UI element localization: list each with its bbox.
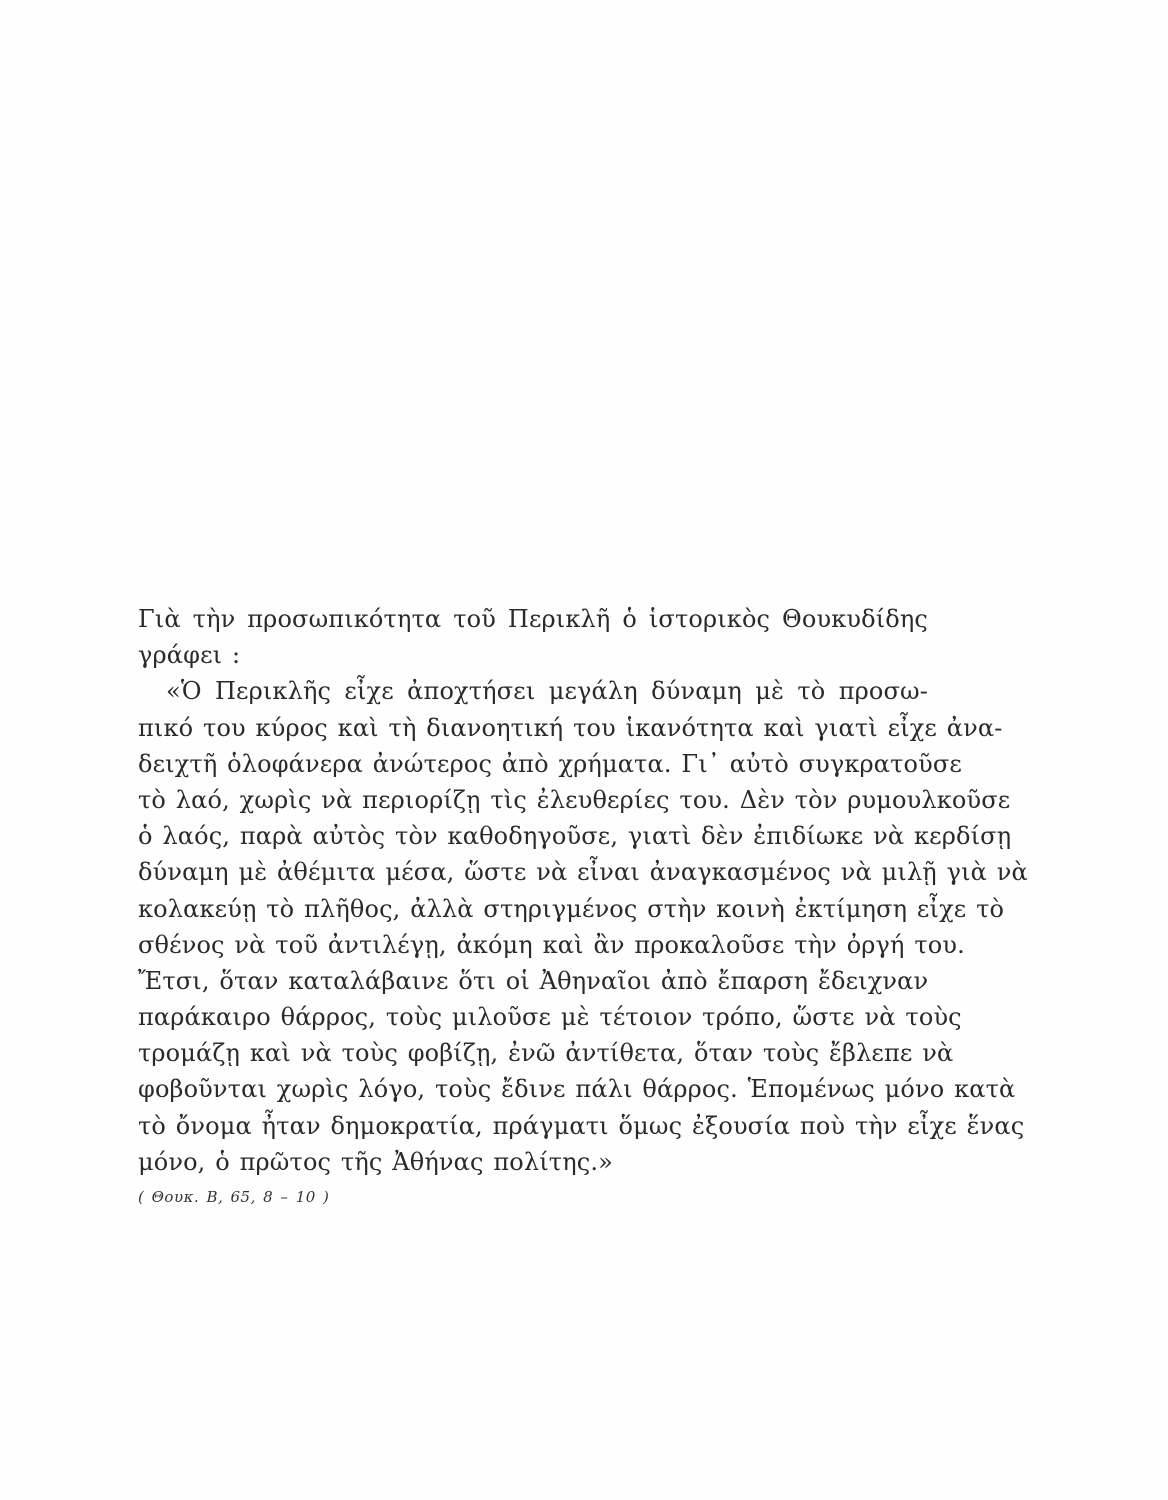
citation: ( Θουκ. Β, 65, 8 – 10 )	[138, 1188, 330, 1206]
text-line: πικό του κύρος καὶ τὴ διανοητική του ἱκανότητα καὶ γιατὶ εἶχε ἀνα-	[138, 713, 1003, 742]
text-line: φοβοῦνται χωρὶς λόγο, τοὺς ἔδινε πάλι θάρρος. Ἑπομένως μόνο κατὰ	[138, 1075, 1016, 1104]
text-line: δύναμη μὲ ἀθέμιτα μέσα, ὥστε νὰ εἶναι ἀναγκασμένος νὰ μιλῇ γιὰ νὰ	[138, 858, 1028, 887]
text-line: γράφει :	[138, 641, 241, 670]
text-line: ὁ λαός, παρὰ αὐτὸς τὸν καθοδηγοῦσε, γιατὶ δὲν ἐπιδίωκε νὰ κερδίσῃ	[138, 822, 1012, 851]
text-line: παράκαιρο θάρρος, τοὺς μιλοῦσε μὲ τέτοιον τρόπο, ὥστε νὰ τοὺς	[138, 1003, 962, 1032]
text-line: μόνο, ὁ πρῶτος τῆς Ἀθήνας πολίτης.»	[138, 1147, 613, 1176]
text-line: κολακεύῃ τὸ πλῆθος, ἀλλὰ στηριγμένος στὴν κοινὴ ἐκτίμηση εἶχε τὸ	[138, 894, 1005, 923]
text-line: δειχτῆ ὁλοφάνερα ἀνώτερος ἀπὸ χρήματα. Γι᾽ αὐτὸ συγκρατοῦσε	[138, 749, 963, 778]
text-line: τρομάζῃ καὶ νὰ τοὺς φοβίζῃ, ἐνῶ ἀντίθετα, ὅταν τοὺς ἔβλεπε νὰ	[138, 1039, 954, 1068]
main-text-block	[138, 601, 1028, 1206]
text-line: τὸ λαό, χωρὶς νὰ περιορίζῃ τὶς ἐλευθερίες του. Δὲν τὸν ρυμουλκοῦσε	[138, 785, 1011, 814]
text-line: Ἔτσι, ὅταν καταλάβαινε ὅτι οἱ Ἀθηναῖοι ἀπὸ ἔπαρση ἔδειχναν	[138, 966, 929, 995]
text-line: σθένος νὰ τοῦ ἀντιλέγῃ, ἀκόμη καὶ ἂν προκαλοῦσε τὴν ὀργή του.	[138, 930, 965, 959]
text-line: Γιὰ τὴν προσωπικότητα τοῦ Περικλῆ ὁ ἱστορικὸς Θουκυδίδης	[138, 605, 928, 633]
text-line: τὸ ὄνομα ἦταν δημοκρατία, πράγματι ὅμως ἐξουσία ποὺ τὴν εἶχε ἕνας	[138, 1111, 1025, 1140]
text-line: «Ὁ Περικλῆς εἶχε ἀποχτήσει μεγάλη δύναμη μὲ τὸ προσω-	[166, 677, 928, 706]
